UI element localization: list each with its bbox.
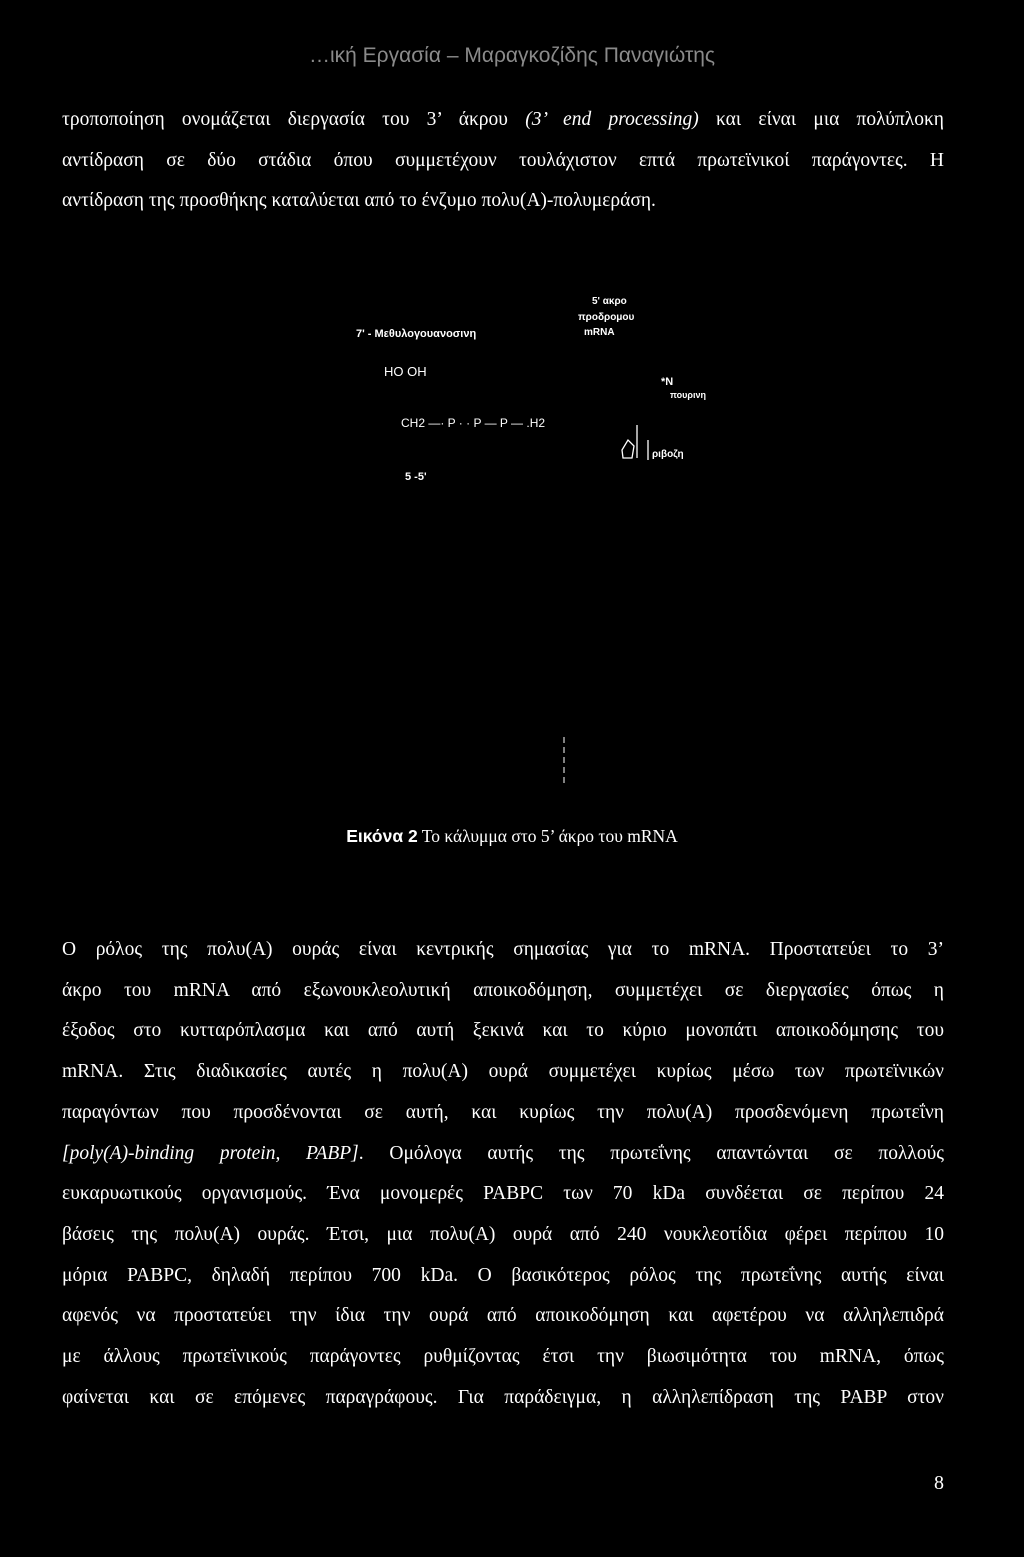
text-line: αντίδραση της προσθήκης καταλύεται από το ένζυμο πολυ(Α)-πολυμεράση. <box>62 190 656 212</box>
cap-structure-drawing <box>0 280 1024 800</box>
label-ribose: ριβοζη <box>652 449 684 460</box>
label-mrna: mRNA <box>584 327 615 338</box>
label-methylguanosine: 7' - Μεθυλογουανοσινη <box>356 328 477 340</box>
label-phosphate-chain: CH2 —· P · · P — P — .H2 <box>401 416 546 430</box>
text-line: αφενός να προστατεύει την ίδια την ουρά από αποικοδόμηση και αφετέρου να αλληλεπιδρά <box>62 1305 944 1327</box>
label-ho-oh: HO OH <box>384 364 427 379</box>
text-line: mRNA. Στις διαδικασίες αυτές η πολυ(Α) ουρά συμμετέχει κυρίως μέσω των πρωτεϊνικών <box>62 1061 944 1083</box>
label-precursor: προδρομου <box>578 312 635 323</box>
text-line: αντίδραση σε δύο στάδια όπου συμμετέχουν τουλάχιστον επτά πρωτεϊνικοί παράγοντες. Η <box>62 149 944 171</box>
label-linkage: 5 -5' <box>405 471 427 483</box>
label-five-prime-end: 5' ακρο <box>592 296 627 307</box>
term-3-end-processing: (3’ end processing) <box>525 109 699 130</box>
text-line: παραγόντων που προσδένονται σε αυτή, και κυρίως την πολυ(Α) προσδενόμενη πρωτεΐνη <box>62 1101 944 1123</box>
ribose-ring <box>622 440 634 458</box>
running-header: …ική Εργασία – Μαραγκοζίδης Παναγιώτης <box>308 44 716 67</box>
text-line: τροποποίηση ονομάζεται διεργασία του 3’ άκρου (3’ end processing) και είναι μια πολύπλοκη <box>62 109 944 130</box>
text-line: με άλλους πρωτεϊνικούς παράγοντες ρυθμίζοντας έτσι την βιωσιμότητα του mRNA, όπως <box>62 1346 944 1368</box>
paragraph-poly-a-tail <box>62 930 944 1418</box>
label-nitrogen: *N <box>661 376 674 388</box>
text-line: ευκαρυωτικούς οργανισμούς. Ένα μονομερές PABPC των 70 kDa συνδέεται σε περίπου 24 <box>62 1183 944 1205</box>
cap-structure-figure <box>0 280 1024 800</box>
term-pabp: [poly(A)-binding protein, PABP] <box>62 1142 359 1164</box>
text-line: βάσεις της πολυ(Α) ουράς. Έτσι, μια πολυ(Α) ουρά από 240 νουκλεοτίδια φέρει περίπου 10 <box>62 1223 944 1245</box>
page-number: 8 <box>934 1472 944 1494</box>
paragraph-3-end-processing <box>62 100 944 222</box>
text-line: έξοδος στο κυτταρόπλασμα και από αυτή ξεκινά και το κύριο μονοπάτι αποικοδόμησης του <box>62 1020 944 1042</box>
text-line: άκρο του mRNA από εξωνουκλεολυτική αποικοδόμηση, συμμετέχει σε διεργασίες όπως η <box>62 979 944 1001</box>
text-line: μόρια PABPC, δηλαδή περίπου 700 kDa. Ο βασικότερος ρόλος της πρωτεΐνης αυτής είναι <box>62 1264 944 1286</box>
figure-caption <box>0 826 1024 847</box>
text-line: φαίνεται και σε επόμενες παραγράφους. Για παράδειγμα, η αλληλεπίδραση της PABP στον <box>62 1386 944 1408</box>
caption-label: Εικόνα 2 <box>346 826 418 846</box>
caption-text: Το κάλυμμα στο 5’ άκρο του mRNA <box>417 826 678 846</box>
text-line: [poly(A)-binding protein, PABP]. Ομόλογα αυτής της πρωτεΐνης απαντώνται σε πολλούς <box>62 1142 945 1164</box>
text-line: Ο ρόλος της πολυ(Α) ουράς είναι κεντρικής σημασίας για το mRNA. Προστατεύει το 3’ <box>62 939 944 960</box>
label-purine: πουρινη <box>670 390 706 400</box>
